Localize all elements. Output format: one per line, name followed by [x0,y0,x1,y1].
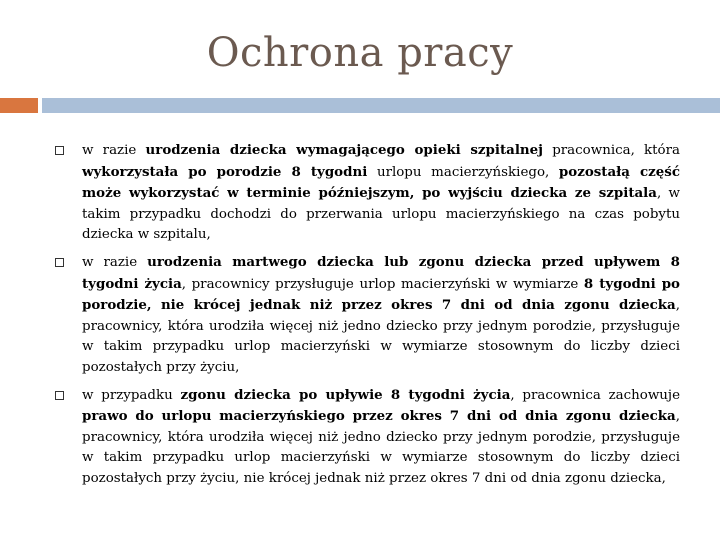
square-bullet-icon [55,391,64,400]
text-segment: urlopu macierzyńskiego, [367,164,559,180]
bullet-item-1 [52,140,680,246]
text-segment: w razie [82,254,148,270]
bold-text-segment: urodzenia martwego dziecka lub zgonu dziecka przed upływem 8 tygodni życia [82,253,680,292]
square-bullet-icon [55,258,64,267]
bold-text-segment: pozostałą część może wykorzystać w terminie późniejszym, po wyjściu dziecka ze szpitala [82,163,680,202]
bullet-text [82,140,680,246]
slide-title: Ochrona pracy [206,30,514,76]
bullet-item-2 [52,252,680,379]
text-segment: , pracownica zachowuje [510,387,680,403]
text-segment: w przypadku [82,387,181,403]
bold-text-segment: 8 tygodni po porodzie, nie krócej jednak niż przez okres 7 dni od dnia zgonu dziecka [82,275,680,314]
bullet-list [52,140,680,496]
title-accent-bar [0,98,38,113]
bullet-text [82,385,680,490]
text-segment: , w takim przypadku dochodzi do przerwania urlopu macierzyńskiego na czas pobytu dziecka w szpitalu, [82,186,680,243]
bullet-text [82,252,680,379]
bold-text-segment: prawo do urlopu macierzyńskiego przez okres 7 dni od dnia zgonu dziecka [82,408,676,425]
text-segment: , pracownicy, która urodziła więcej niż jedno dziecko przy jednym porodzie, przysługuje w takim przypadku urlop macierzyński w wymiarze stosownym do liczby dzieci pozostałych przy życiu, [82,298,680,375]
bold-text-segment: wykorzystała po porodzie 8 tygodni [82,163,368,180]
square-bullet-icon [55,146,64,155]
text-segment: , pracownicy, która urodziła więcej niż jedno dziecko przy jednym porodzie, przysługuje w takim przypadku urlop macierzyński w wymiarze stosownym do liczby dzieci pozostałych przy życiu, nie krócej jednak niż przez okres 7 dni od dnia zgonu dziecka, [82,409,680,486]
text-segment: w razie [82,143,146,158]
title-divider-bar [42,98,720,113]
bullet-item-3 [52,385,680,490]
bold-text-segment: urodzenia dziecka wymagającego opieki szpitalnej [145,142,543,158]
text-segment: pracownica, która [543,143,680,158]
text-segment: , pracownicy przysługuje urlop macierzyński w wymiarze [181,276,584,292]
bold-text-segment: zgonu dziecka po upływie 8 tygodni życia [180,386,511,403]
